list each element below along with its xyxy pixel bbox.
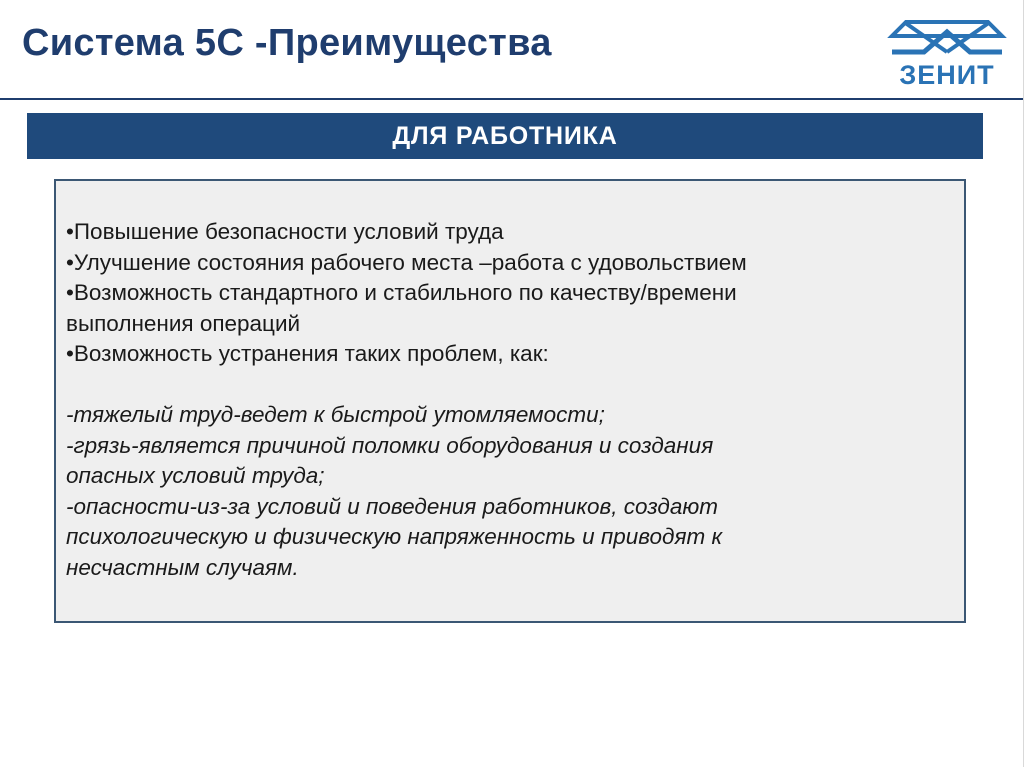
spacer	[66, 370, 946, 401]
bullet-item: •Улучшение состояния рабочего места –работа с удовольствием	[66, 249, 747, 275]
problem-item-continuation: опасных условий труда;	[66, 463, 325, 488]
problem-item-continuation: несчастным случаям.	[66, 554, 299, 580]
zenit-logo-icon	[884, 18, 1010, 90]
slide-title: Система 5С -Преимущества	[22, 22, 552, 64]
problem-item-continuation: психологическую и физическую напряженность и приводят к	[66, 524, 723, 549]
bullet-item: •Возможность устранения таких проблем, как:	[66, 341, 549, 366]
problem-item: -опасности-из-за условий и поведения работников, создают	[66, 493, 719, 519]
content-text	[66, 217, 946, 583]
bullet-item-continuation: выполнения операций	[66, 310, 301, 336]
bullet-item: •Возможность стандартного и стабильного по качеству/времени	[66, 280, 737, 305]
section-band-label: ДЛЯ РАБОТНИКА	[392, 121, 618, 150]
header-divider	[0, 98, 1024, 100]
logo-text: ЗЕНИТ	[899, 60, 995, 90]
problem-item: -тяжелый труд-ведет к быстрой утомляемости;	[66, 402, 605, 427]
zenit-logo	[884, 18, 1010, 90]
problem-item: -грязь-является причиной поломки оборудования и создания	[66, 432, 714, 458]
bullet-item: •Повышение безопасности условий труда	[66, 219, 504, 244]
content-box	[54, 179, 966, 623]
section-band	[27, 113, 983, 159]
